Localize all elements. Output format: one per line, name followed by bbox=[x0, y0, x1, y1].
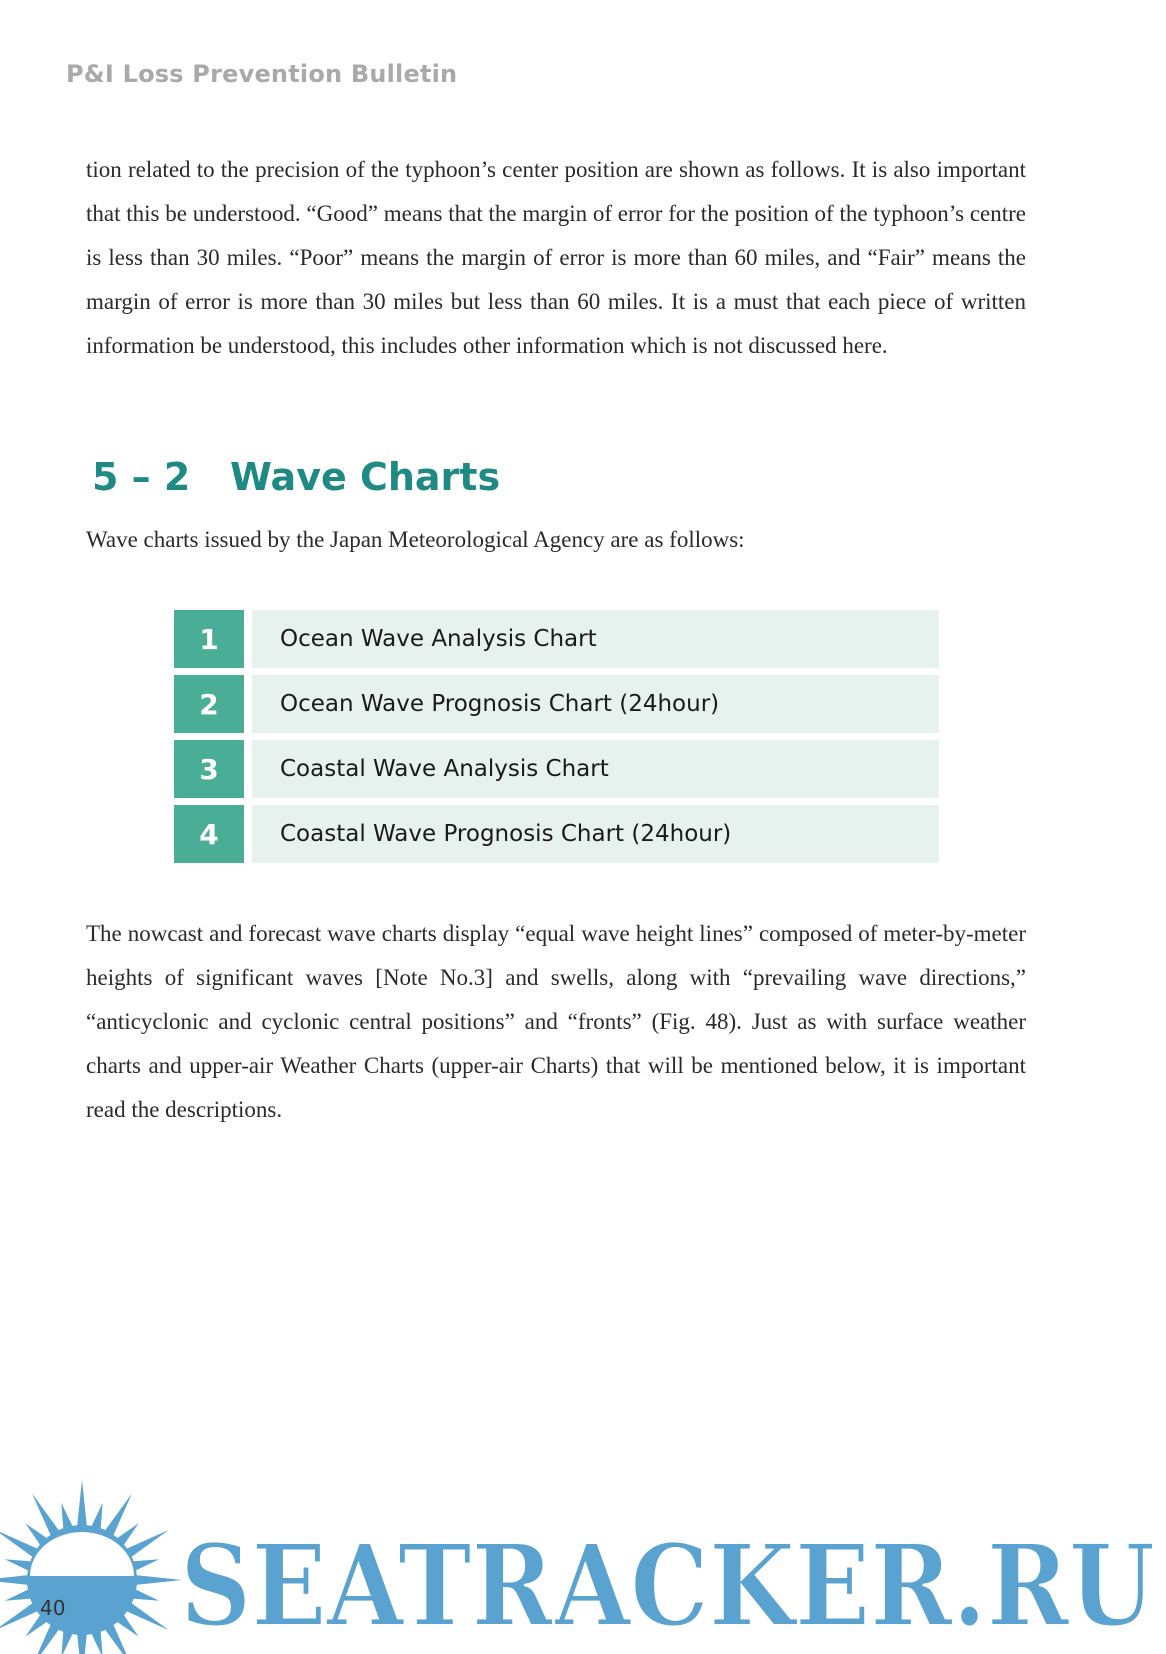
sun-ray bbox=[77, 1480, 87, 1526]
list-item bbox=[174, 675, 939, 733]
sun-ray bbox=[77, 1634, 87, 1654]
sun-ray bbox=[5, 1559, 32, 1571]
item-number-badge: 3 bbox=[174, 740, 244, 798]
item-number-badge: 2 bbox=[174, 675, 244, 733]
list-item bbox=[174, 610, 939, 668]
sun-ray bbox=[0, 1603, 38, 1630]
sun-ray bbox=[133, 1589, 160, 1601]
item-label: Coastal Wave Prognosis Chart (24hour) bbox=[252, 805, 939, 863]
section-number: 5 – 2 bbox=[92, 455, 191, 499]
section-intro: Wave charts issued by the Japan Meteorological Agency are as follows: bbox=[86, 527, 745, 552]
sun-ray bbox=[61, 1631, 73, 1654]
sun-ray bbox=[0, 1530, 38, 1557]
sun-ray bbox=[0, 1575, 28, 1585]
sun-ray bbox=[32, 1493, 59, 1536]
list-item bbox=[174, 740, 939, 798]
sun-ray bbox=[91, 1503, 103, 1530]
item-label: Ocean Wave Analysis Chart bbox=[252, 610, 939, 668]
paragraph-wave-chart-content: The nowcast and forecast wave charts display “equal wave height lines” composed of meter-by-meter heights of significant waves [Note No.3] and swells, along with “prevailing wave directions,” “anticyclonic and cyclonic central positions” and “fronts” (Fig. 48). Just as with surface weather charts and upper-air Weather Charts (upper-air Charts) that will be mentioned below, it is important read the descriptions. bbox=[86, 921, 1026, 1122]
sun-ray bbox=[126, 1530, 169, 1557]
list-item bbox=[174, 805, 939, 863]
sun-ray bbox=[5, 1589, 32, 1601]
paragraph-typhoon-precision: tion related to the precision of the typhoon’s center position are shown as follows. It is also important that this be understood. “Good” means that the margin of error for the position of the typhoon’s centre is less than 30 miles. “Poor” means the margin of error is more than 60 miles, and “Fair” means the margin of error is more than 30 miles but less than 60 miles. It is a must that each piece of written information be understood, this includes other information which is not discussed here. bbox=[86, 157, 1026, 358]
watermark-text: SEATRACKER.RU bbox=[180, 1521, 1155, 1652]
sun-ray bbox=[136, 1575, 182, 1585]
item-number-badge: 1 bbox=[174, 610, 244, 668]
sun-ray bbox=[126, 1603, 169, 1630]
section-title: Wave Charts bbox=[230, 455, 501, 499]
item-label: Coastal Wave Analysis Chart bbox=[252, 740, 939, 798]
item-label: Ocean Wave Prognosis Chart (24hour) bbox=[252, 675, 939, 733]
sun-ray bbox=[61, 1503, 73, 1530]
item-number-badge: 4 bbox=[174, 805, 244, 863]
sun-ray bbox=[133, 1559, 160, 1571]
running-header: P&I Loss Prevention Bulletin bbox=[66, 60, 458, 88]
sun-logo-icon bbox=[0, 1480, 182, 1654]
seatracker-watermark bbox=[0, 1480, 1166, 1654]
sun-ray bbox=[91, 1631, 103, 1654]
section-heading bbox=[92, 455, 500, 499]
sun-ray bbox=[105, 1493, 132, 1536]
page-number: 40 bbox=[40, 1596, 66, 1620]
wave-chart-list bbox=[174, 610, 939, 870]
